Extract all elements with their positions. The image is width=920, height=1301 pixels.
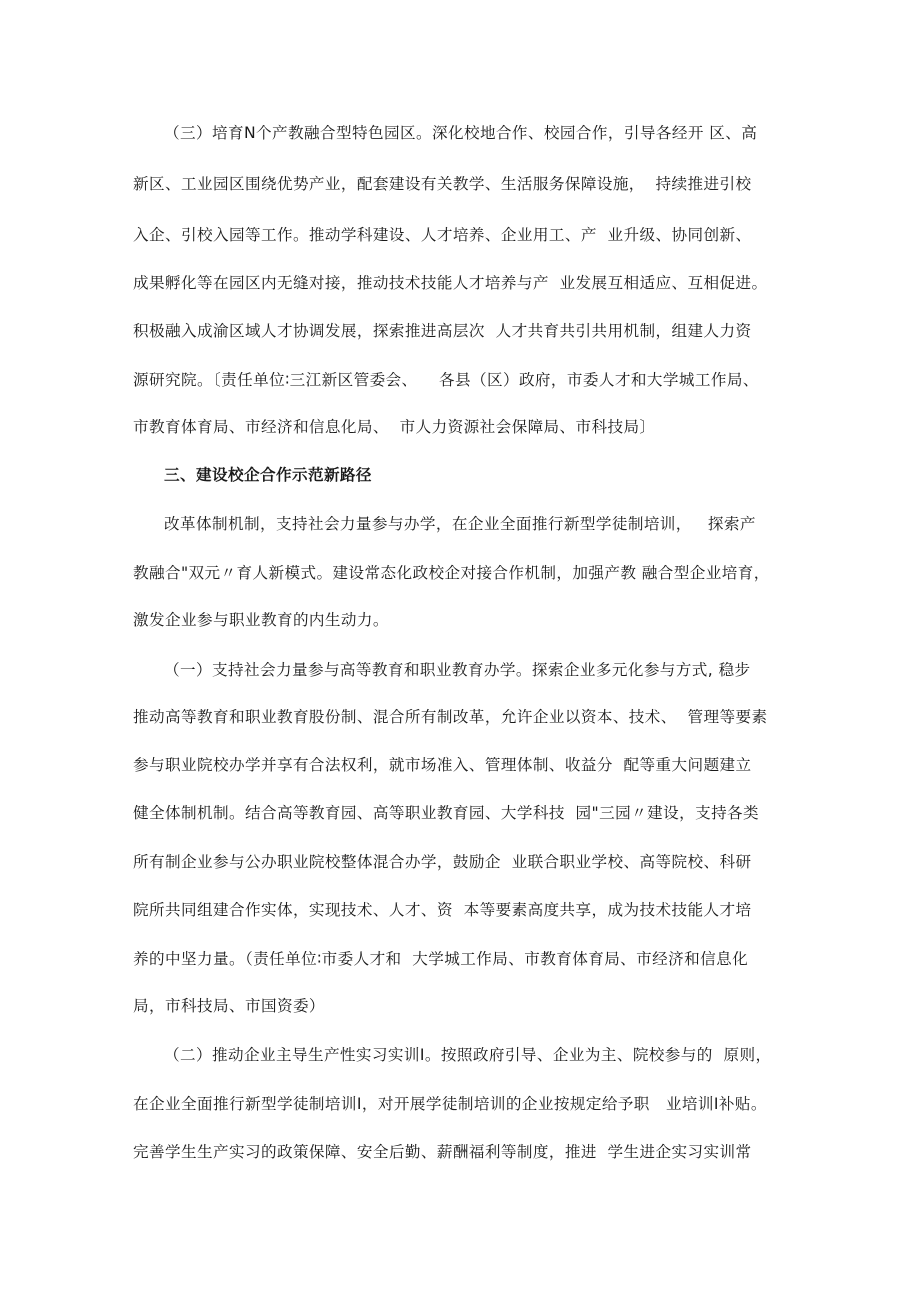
- para-3-3-line-2: 新区、工业园区围绕优势产业，配套建设有关教学、生活服务保障设施， 持续推进引校: [133, 175, 752, 193]
- para-1-line-6: 院所共同组建合作实体，实现技术、人才、资 本等要素高度共享，成为技术技能人才培: [133, 901, 752, 919]
- para-1-line-1: （一）支持社会力量参与高等教育和职业教育办学。探索企业多元化参与方式, 稳步: [164, 661, 751, 679]
- para-2-line-2: 在企业全面推行新型学徒制培训Ⅰ，对开展学徒制培训的企业按规定给予职 业培训Ⅰ补贴。: [133, 1095, 767, 1113]
- para-3-3-line-4: 成果孵化等在园区内无缝对接，推动技术技能人才培养与产 业发展互相适应、互相促进。: [133, 274, 768, 292]
- para-2-line-1: （二）推动企业主导生产性实习实训Ⅰ。按照政府引导、企业为主、院校参与的 原则，: [164, 1046, 772, 1064]
- para-1-line-3: 参与职业院校办学并享有合法权利，就市场准入、管理体制、收益分 配等重大问题建立: [133, 756, 752, 774]
- para-2-line-3: 完善学生生产实习的政策保障、安全后勤、薪酬福利等制度，推进 学生进企实习实训常: [133, 1143, 752, 1161]
- para-1-line-8: 局，市科技局、市国资委）: [133, 997, 325, 1015]
- para-3-3-line-3: 入企、引校入园等工作。推动学科建设、人才培养、企业用工、产 业升级、协同创新、: [133, 226, 752, 244]
- para-3-3-line-6: 源研究院。〔责任单位∶三江新区管委会、 各县（区）政府，市委人才和大学城工作局、: [133, 371, 759, 389]
- para-1-line-4: 健全体制机制。结合高等教育园、高等职业教育园、大学科技 园"三园〃建设，支持各类: [133, 804, 760, 822]
- section-intro-line-2: 教融合"双元〃育人新模式。建设常态化政校企对接合作机制，加强产教 融合型企业培育，: [133, 564, 770, 582]
- para-3-3-line-1: （三）培育N个产教融合型特色园区。深化校地合作、校园合作，引导各经开 区、高: [164, 124, 758, 142]
- section-intro-line-3: 激发企业参与职业教育的内生动力。: [133, 611, 389, 629]
- para-1-line-5: 所有制企业参与公办职业院校整体混合办学，鼓励企 业联合职业学校、高等院校、科研: [133, 853, 752, 871]
- para-3-3-line-7: 市教育体育局、市经济和信息化局、 市人力资源社会保障局、市科技局〕: [133, 418, 656, 436]
- para-1-line-2: 推动高等教育和职业教育股份制、混合所有制改革，允许企业以资本、技术、 管理等要素: [133, 708, 768, 726]
- section-heading-3: 三、建设校企合作示范新路径: [164, 466, 372, 484]
- para-3-3-line-5: 积极融入成渝区域人才协调发展，探索推进高层次 人才共育共引共用机制，组建人力资: [133, 322, 752, 340]
- section-intro-line-1: 改革体制机制，支持社会力量参与办学，在企业全面推行新型学徒制培训， 探索产: [164, 515, 756, 533]
- para-1-line-7: 养的中坚力量。（责任单位∶市委人才和 大学城工作局、市教育体育局、市经济和信息化: [133, 950, 749, 968]
